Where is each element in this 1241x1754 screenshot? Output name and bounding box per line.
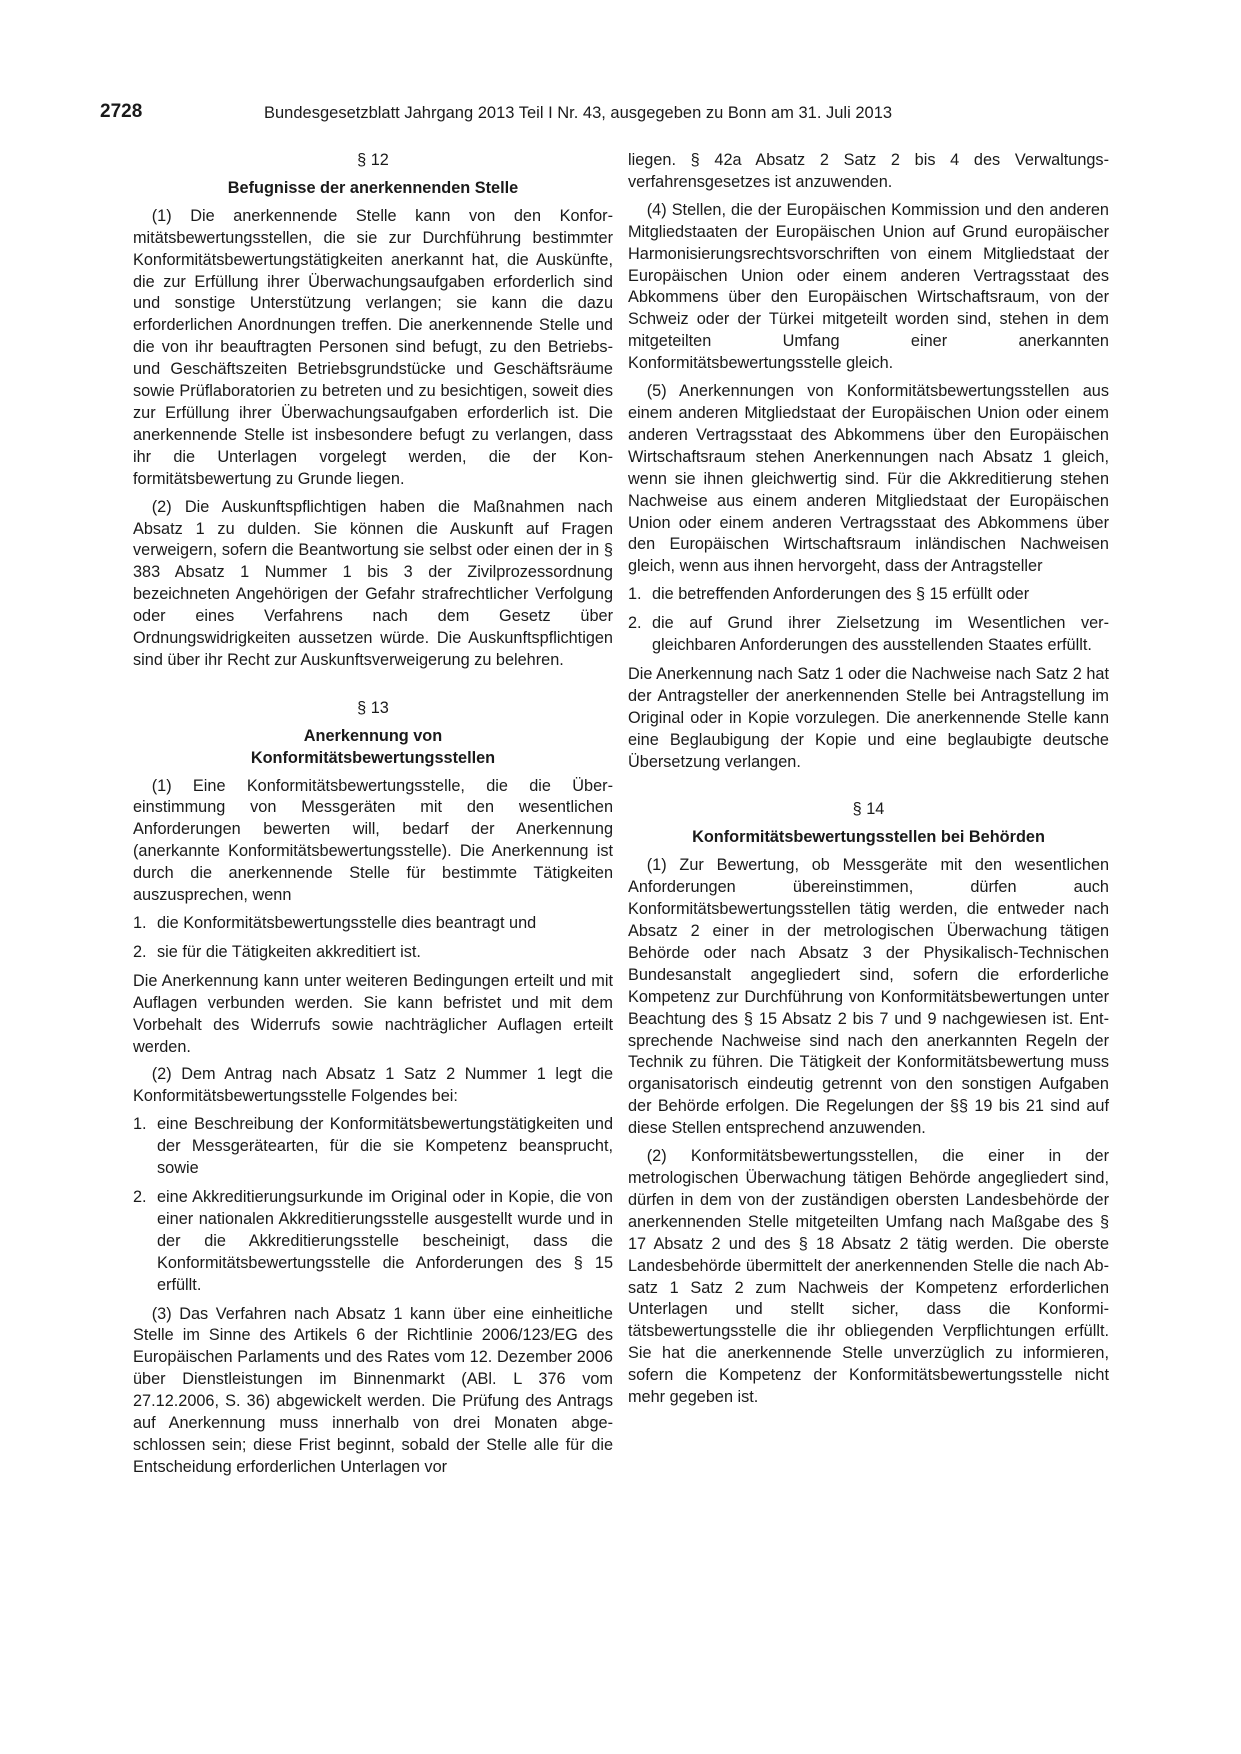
section-heading-13-line2: Konformitätsbewertungsstellen	[250, 748, 496, 767]
page-number: 2728	[100, 101, 143, 122]
list-item-text: sie für die Tätigkeiten akkreditiert ist.	[157, 942, 421, 961]
list-item-number: 1.	[628, 585, 642, 604]
paragraph-12-1: (1) Die anerkennende Stelle kann von den Konformitätsbewertungsstellen, die sie zur Durchführung bestimmter Konformitätsbewertungstätigkeiten anerkannt hat, die Auskünfte, die zur Erfüllung ihrer Überwachungsaufgaben erforderlich sind und sonstige Unterstützung verlangen; sie kann die dazu erforderlichen Anordnungen treffen. Die anerkennende Stelle und die von ihr beauftragten Personen sind befugt, zu den Betriebs- und Geschäftszeiten Betriebsgrundstücke und Geschäftsräume sowie Prüflaboratorien zu betreten und zu besichtigen, soweit dies zur Erfüllung ihrer Überwachungsaufgaben erforderlich ist. Die anerkennende Stelle ist insbesondere befugt zu verlangen, dass ihr die Unterlagen vorgelegt werden, die der Konformitätsbewertung zu Grunde liegen.	[133, 206, 613, 488]
left-column	[133, 150, 613, 1485]
paragraph-13-5b: Die Anerkennung nach Satz 1 oder die Nachweise nach Satz 2 hat der Antragsteller der anerkennenden Stelle bei Antragstellung im Original oder in Kopie vorzulegen. Die anerkennende Stelle kann eine Beglaubigung der Kopie und eine beglaubigte deutsche Übersetzung verlangen.	[628, 664, 1109, 771]
list-item	[133, 942, 613, 964]
paragraph-13-1: (1) Eine Konformitätsbewertungsstelle, die die Übereinstimmung von Messgeräten mit den wesentlichen Anforderungen bewerten will, bedarf der Anerkennung (anerkannte Konformitätsbewertungsstelle). Die Anerkennung ist durch die anerkennende Stelle für bestimmte Tätigkeiten auszusprechen, wenn	[133, 776, 613, 905]
gazette-title: Bundesgesetzblatt Jahrgang 2013 Teil I Nr. 43, ausgegeben zu Bonn am 31. Juli 2013	[264, 104, 893, 122]
section-number-13: § 13	[357, 698, 389, 717]
list-item-text: die auf Grund ihrer Zielsetzung im Wesentlichen vergleichbaren Anforderungen des ausstellenden Staates erfüllt.	[652, 614, 1109, 655]
paragraph-13-1b: Die Anerkennung kann unter weiteren Bedingungen erteilt und mit Auflagen verbunden werden. Sie kann befristet und mit dem Vorbehalt des Widerrufs sowie nachträglicher Auflagen erteilt werden.	[133, 971, 613, 1056]
right-column	[628, 150, 1109, 1415]
list-item	[133, 1187, 613, 1297]
paragraph-14-2: (2) Konformitätsbewertungsstellen, die einer in der metrologischen Überwachung tätigen Behörde angegliedert sind, dürfen in dem von der zuständigen obersten Landesbehörde der anerkennenden Stelle mitgeteilten Umfang nach Maßgabe des § 17 Absatz 2 und des § 18 Absatz 2 tätig werden. Die oberste Landesbehörde übermittelt der anerkennenden Stelle die nach Absatz 1 Satz 2 zum Nachweis der Kompetenz erforderlichen Unterlagen und stellt sicher, dass die Konformitätsbewertungsstelle die ihr obliegenden Verpflichtungen erfüllt. Sie hat die anerkennende Stelle unverzüglich zu informieren, sofern die Kompetenz der Konformitätsbewertungsstelle nicht mehr gegeben ist.	[628, 1147, 1109, 1407]
list-item-number: 1.	[133, 914, 147, 932]
list-item-number: 1.	[133, 1115, 147, 1134]
section-number-12: § 12	[357, 151, 389, 169]
paragraph-13-3: (3) Das Verfahren nach Absatz 1 kann über eine einheitliche Stelle im Sinne des Artikels 6 der Richtlinie 2006/123/EG des Europäischen Parlaments und des Rates vom 12. Dezember 2006 über Dienstleistungen im Binnenmarkt (ABl. L 376 vom 27.12.2006, S. 36) abgewickelt werden. Die Prüfung des Antrags auf Anerkennung muss innerhalb von drei Monaten abgeschlossen sein; diese Frist beginnt, sobald der Stelle alle für die Entscheidung erforderlichen Unterlagen vor	[133, 1304, 613, 1476]
paragraph-13-3-continued: liegen. § 42a Absatz 2 Satz 2 bis 4 des Verwaltungsverfahrensgesetzes ist anzuwenden.	[628, 151, 1109, 191]
list-item-text: die betreffenden Anforderungen des § 15 erfüllt oder	[652, 585, 1030, 604]
list-item	[628, 613, 1109, 657]
list-item-number: 2.	[628, 614, 642, 633]
list-item	[133, 1114, 613, 1180]
section-number-14: § 14	[852, 800, 885, 819]
list-item	[133, 913, 613, 935]
section-heading-13-line1: Anerkennung von	[303, 726, 443, 745]
section-heading-12: Befugnisse der anerkennenden Stelle	[227, 178, 519, 197]
list-item-number: 2.	[133, 942, 147, 961]
list-item-number: 2.	[133, 1187, 147, 1206]
list-item-text: eine Akkreditierungsurkunde im Original oder in Kopie, die von einer nationalen Akkreditierungsstelle ausgestellt wurde und in der die Akkreditierungsstelle bescheinigt, dass die Konformitätsbewertungsstelle die Anforderungen des § 15 erfüllt.	[157, 1187, 613, 1294]
list-item	[628, 584, 1109, 606]
paragraph-13-4: (4) Stellen, die der Europäischen Kommission und den anderen Mitgliedstaaten der Europäischen Union auf Grund europäischer Harmonisierungsrechtsvorschriften von einem Mitgliedstaat der Europäischen Union oder einem anderen Vertragsstaat des Abkommens über den Europäischen Wirtschaftsraum, von der Schweiz oder der Türkei mitgeteilt worden sind, stehen in dem mitgeteilten Umfang einer anerkannten Konformitätsbewertungsstelle gleich.	[628, 200, 1109, 373]
list-item-text: eine Beschreibung der Konformitätsbewertungstätigkeiten und der Messgerätearten, für die sie Kompetenz beansprucht, sowie	[157, 1115, 613, 1178]
list-item-text: die Konformitätsbewertungsstelle dies beantragt und	[157, 914, 537, 932]
paragraph-13-2: (2) Dem Antrag nach Absatz 1 Satz 2 Nummer 1 legt die Konformitätsbewertungsstelle Folgendes bei:	[133, 1065, 613, 1106]
paragraph-13-5: (5) Anerkennungen von Konformitätsbewertungsstellen aus einem anderen Mitgliedstaat der Europäischen Union oder einem anderen Vertragsstaat des Abkommens über den Europäischen Wirtschaftsraum stehen Anerkennungen nach Absatz 1 gleich, wenn sie ihnen gleichwertig sind. Für die Akkreditierung stehen Nachweise aus einem anderen Mitgliedstaat der Europäischen Union oder einem anderen Vertragsstaat des Abkommens über den Europäischen Wirtschaftsraum inländischen Nachweisen gleich, wenn aus ihnen hervorgeht, dass der Antragsteller	[628, 382, 1109, 576]
paragraph-12-2: (2) Die Auskunftspflichtigen haben die Maßnahmen nach Absatz 1 zu dulden. Sie können die Auskunft auf Fragen verweigern, sofern die Beantwortung sie selbst oder einen der in § 383 Absatz 1 Nummer 1 bis 3 der Zivilprozessordnung bezeichneten Angehörigen der Gefahr strafrechtlicher Verfolgung oder eines Verfahrens nach dem Gesetz über Ordnungswidrigkeiten aussetzen würde. Die Auskunftspflichtigen sind über ihr Recht zur Auskunftsverweigerung zu belehren.	[133, 497, 613, 669]
paragraph-14-1: (1) Zur Bewertung, ob Messgeräte mit den wesentlichen Anforderungen übereinstimmen, dürfen auch Konformitätsbewertungsstellen tätig werden, die entweder nach Absatz 2 einer in der metrologischen Überwachung tätigen Behörde oder nach Absatz 3 der Physikalisch-Technischen Bundesanstalt angegliedert sind, sofern die erforderliche Kompetenz zur Durchführung von Konformitätsbewertungen unter Beachtung des § 15 Absatz 2 bis 7 und 9 nachgewiesen ist. Entsprechende Nachweise sind nach den anerkannten Regeln der Technik zu führen. Die Tätigkeit der Konformitätsbewertung muss organisatorisch eindeutig getrennt von den sonstigen Aufgaben der Behörde erfolgen. Die Regelungen der §§ 19 bis 21 sind auf diese Stellen entsprechend anzuwenden.	[628, 856, 1109, 1138]
section-heading-14: Konformitätsbewertungsstellen bei Behörden	[692, 828, 1045, 847]
